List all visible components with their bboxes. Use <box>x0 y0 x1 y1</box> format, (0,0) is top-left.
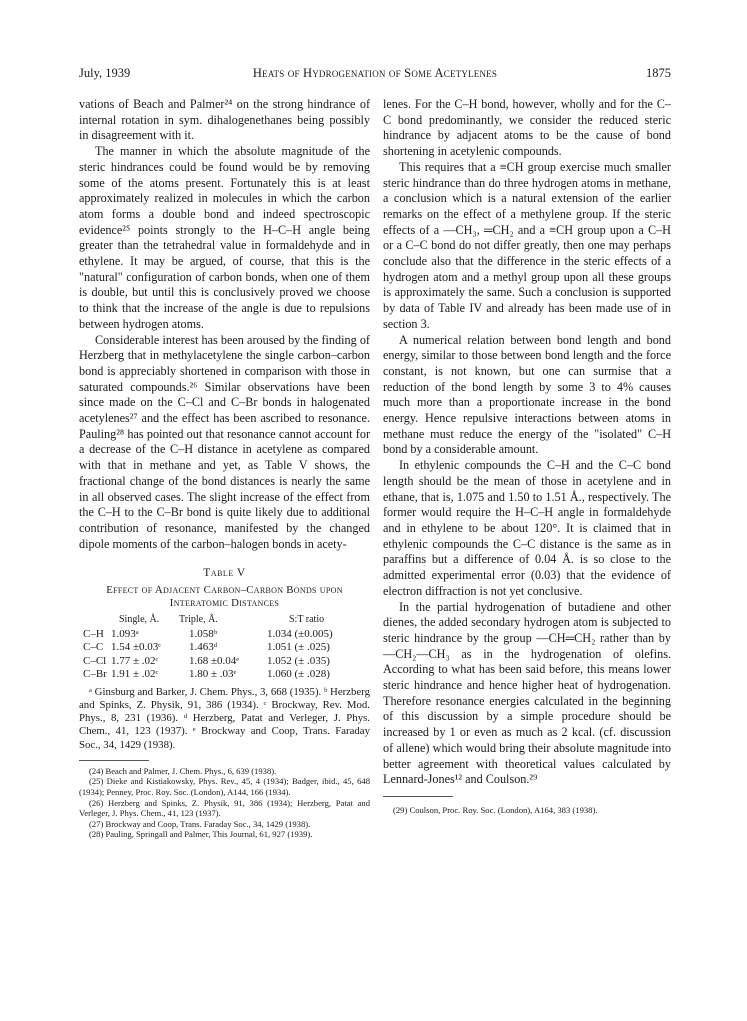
table-cell: 1.060 (± .028) <box>267 668 330 681</box>
table-v <box>79 566 370 751</box>
table-notes <box>79 686 370 752</box>
footnote: (27) Brockway and Coop, Trans. Faraday Soc., 34, 1429 (1938). <box>89 818 311 829</box>
footnote: (29) Coulson, Proc. Roy. Soc. (London), A164, 383 (1938). <box>393 804 598 815</box>
table-note: ᵃ Ginsburg and Barker, J. Chem. Phys., 3, 668 (1935). ᵇ Herzberg and Spinks, Z. Physik, 91, 386 (1934). ᶜ Brockway, Rev. Mod. Phys., 8, 231 (1936). ᵈ Herzberg, Patat and Verleger, J. Phys. Chem., 41, 123 (1937). ᵉ Brockway and Coop, Trans. Faraday Soc., 34, 1429 (1938). <box>79 685 370 751</box>
table-cell: 1.463ᵈ <box>189 641 218 654</box>
header-date: July, 1939 <box>79 66 131 80</box>
paragraph: Considerable interest has been aroused by the finding of Herzberg that in methylacetylene the single carbon–carbon bond is appreciably shortened in comparison with those in saturated compounds.²⁶ Similar observations have been since made on the C–Cl and C–Br bonds in halogenated acetylenes²⁷ and the effect has been ascribed to resonance. Pauling²⁸ has pointed out that resonance cannot account for a decrease of the C–H distance in acetylene as compared with that in methane and yet, as Table V shows, the fractional change of the bond distances is nearly the same in all observed cases. The slight increase of the effect from the C–H to the C–Br bond is quite likely due to additional contribution of resonance, manifested by the changed dipole moments of the carbon–halogen bonds in acety- <box>79 332 370 551</box>
paragraph: vations of Beach and Palmer²⁴ on the strong hindrance of internal rotation in sym. dihalogenethanes being possibly in disagreement with it. <box>79 97 370 143</box>
table-cell: 1.051 (± .025) <box>267 641 330 654</box>
footnote: (26) Herzberg and Spinks, Z. Physik, 91, 386 (1934); Herzberg, Patat and Verleger, J. Phys. Chem., 41, 123 (1937). <box>79 797 370 819</box>
paragraph: lenes. For the C–H bond, however, wholly and for the C–C bond predominantly, we consider the reduced steric hindrance by adjacent atoms to be the cause of bond shortening in acetylenic compounds. <box>383 97 671 159</box>
table-header-row <box>79 612 370 628</box>
paragraph: In the partial hydrogenation of butadiene and other dienes, the added secondary hydrogen atom is subjected to steric hindrance by the group —CH═CH₂ rather than by —CH₂—CH₃ as in the hydrogenation of olefins. According to what has been said before, this means lower steric hindrance and hence higher heat of hydrogenation. Therefore resonance energies calculated in the beginning of this discussion by a simple procedure should be increased by 1 or even as much as 2 kcal. (cf. discussion of allene) which would bring their absolute magnitude into better agreement with theoretical values calculated by Lennard-Jones¹² and Coulson.²⁹ <box>383 599 671 787</box>
table-row <box>79 655 370 669</box>
table-header-cell: Triple, Å. <box>179 614 218 626</box>
table-title: Table V <box>203 567 246 580</box>
footnotes <box>79 766 370 840</box>
table-cell: 1.093ᵃ <box>111 627 139 640</box>
table-cell: 1.68 ±0.04ᵉ <box>189 654 240 667</box>
running-header <box>79 66 671 84</box>
paragraph: The manner in which the absolute magnitude of the steric hindrances could be found would be by removing some of the atoms present. Fortunately this is at least approximately realized in molecules in which the carbon atom forms a double bond and indeed spectroscopic evidence²⁵ points strongly to the H–C–H angle being greater than the tetrahedral value in formaldehyde and in ethylene. It may be argued, of course, that this is the "natural" configuration of carbon bonds, when one of them is double, but until this is conclusively proved we choose to think that the increase of the angle is due to repulsions between hydrogen atoms. <box>79 144 370 331</box>
table-cell: 1.034 (±0.005) <box>267 627 333 640</box>
table-header-cell: S:T ratio <box>289 614 325 626</box>
paragraph: This requires that a ≡CH group exercise much smaller steric hindrance than do three hydrogen atoms in methane, a conclusion which is a natural extension of the earlier remarks on the effect of a methylene group. If the steric effects of a —CH₃, ═CH₂ and a ≡CH group upon a C–H or a C–C bond do not differ greatly, then one may perhaps conclude also that the difference in the steric effects of a hydrogen atom and a methyl group upon all these groups is approximately the same. Such a conclusion is supported by data of Table IV and already has been made use of in section 3. <box>383 159 671 331</box>
table-cell: 1.058ᵇ <box>189 627 218 640</box>
table-cell: 1.54 ±0.03ᶜ <box>111 641 162 654</box>
table-cell: 1.80 ± .03ᵉ <box>189 668 237 681</box>
table-cell: 1.91 ± .02ᶜ <box>111 668 159 681</box>
table-row <box>79 668 370 682</box>
table-cell: C–C <box>83 641 104 654</box>
page-number: 1875 <box>646 66 671 80</box>
footnote: (24) Beach and Palmer, J. Chem. Phys., 6, 639 (1938). <box>89 765 277 776</box>
table-row <box>79 628 370 642</box>
footnote-divider <box>383 796 453 797</box>
footnote-divider <box>79 760 149 761</box>
table-header-cell: Single, Å. <box>119 614 160 626</box>
paragraph: In ethylenic compounds the C–H and the C–C bond length should be the mean of those in acetylene and in ethane, that is, 1.075 and 1.50 to 1.51 Å., respectively. The former would require the H–C–H angle in formaldehyde and in ethylene to be about 120°. It is claimed that in ethylenic compounds the C–C distance is the same as in paraffins but a difference of 0.04 Å. is so close to the admitted experimental error (0.03) that the evidence of electron diffraction is not yet conclusive. <box>383 458 671 598</box>
left-column <box>79 97 370 840</box>
table-cell: C–H <box>83 627 104 640</box>
right-column <box>383 97 671 816</box>
table-row <box>79 641 370 655</box>
header-title: Heats of Hydrogenation of Some Acetylenes <box>252 66 498 80</box>
table-cell: C–Br <box>83 668 107 681</box>
paragraph: A numerical relation between bond length and bond energy, similar to those between bond length and the force constant, is not known, but one can surmise that a reduction of the bond length by some 3 to 4% causes much more than a proportionate increase in the bond energy. Hence repulsive interactions between atoms in methane must reduce the energy of the "isolated" C–H bond by a considerable amount. <box>383 332 671 457</box>
table-cell: C–Cl <box>83 654 107 667</box>
footnote: (25) Dieke and Kistiakowsky, Phys. Rev., 45, 4 (1934); Badger, ibid., 45, 648 (1934); Penney, Proc. Roy. Soc. (London), A144, 166 (1934). <box>79 776 370 797</box>
table-cell: 1.77 ± .02ᶜ <box>111 654 159 667</box>
footnote: (28) Pauling, Springall and Palmer, This Journal, 61, 927 (1939). <box>89 829 313 840</box>
table-caption: Effect of Adjacent Carbon–Carbon Bonds upon Interatomic Distances <box>106 584 343 610</box>
table-cell: 1.052 (± .035) <box>267 654 330 667</box>
